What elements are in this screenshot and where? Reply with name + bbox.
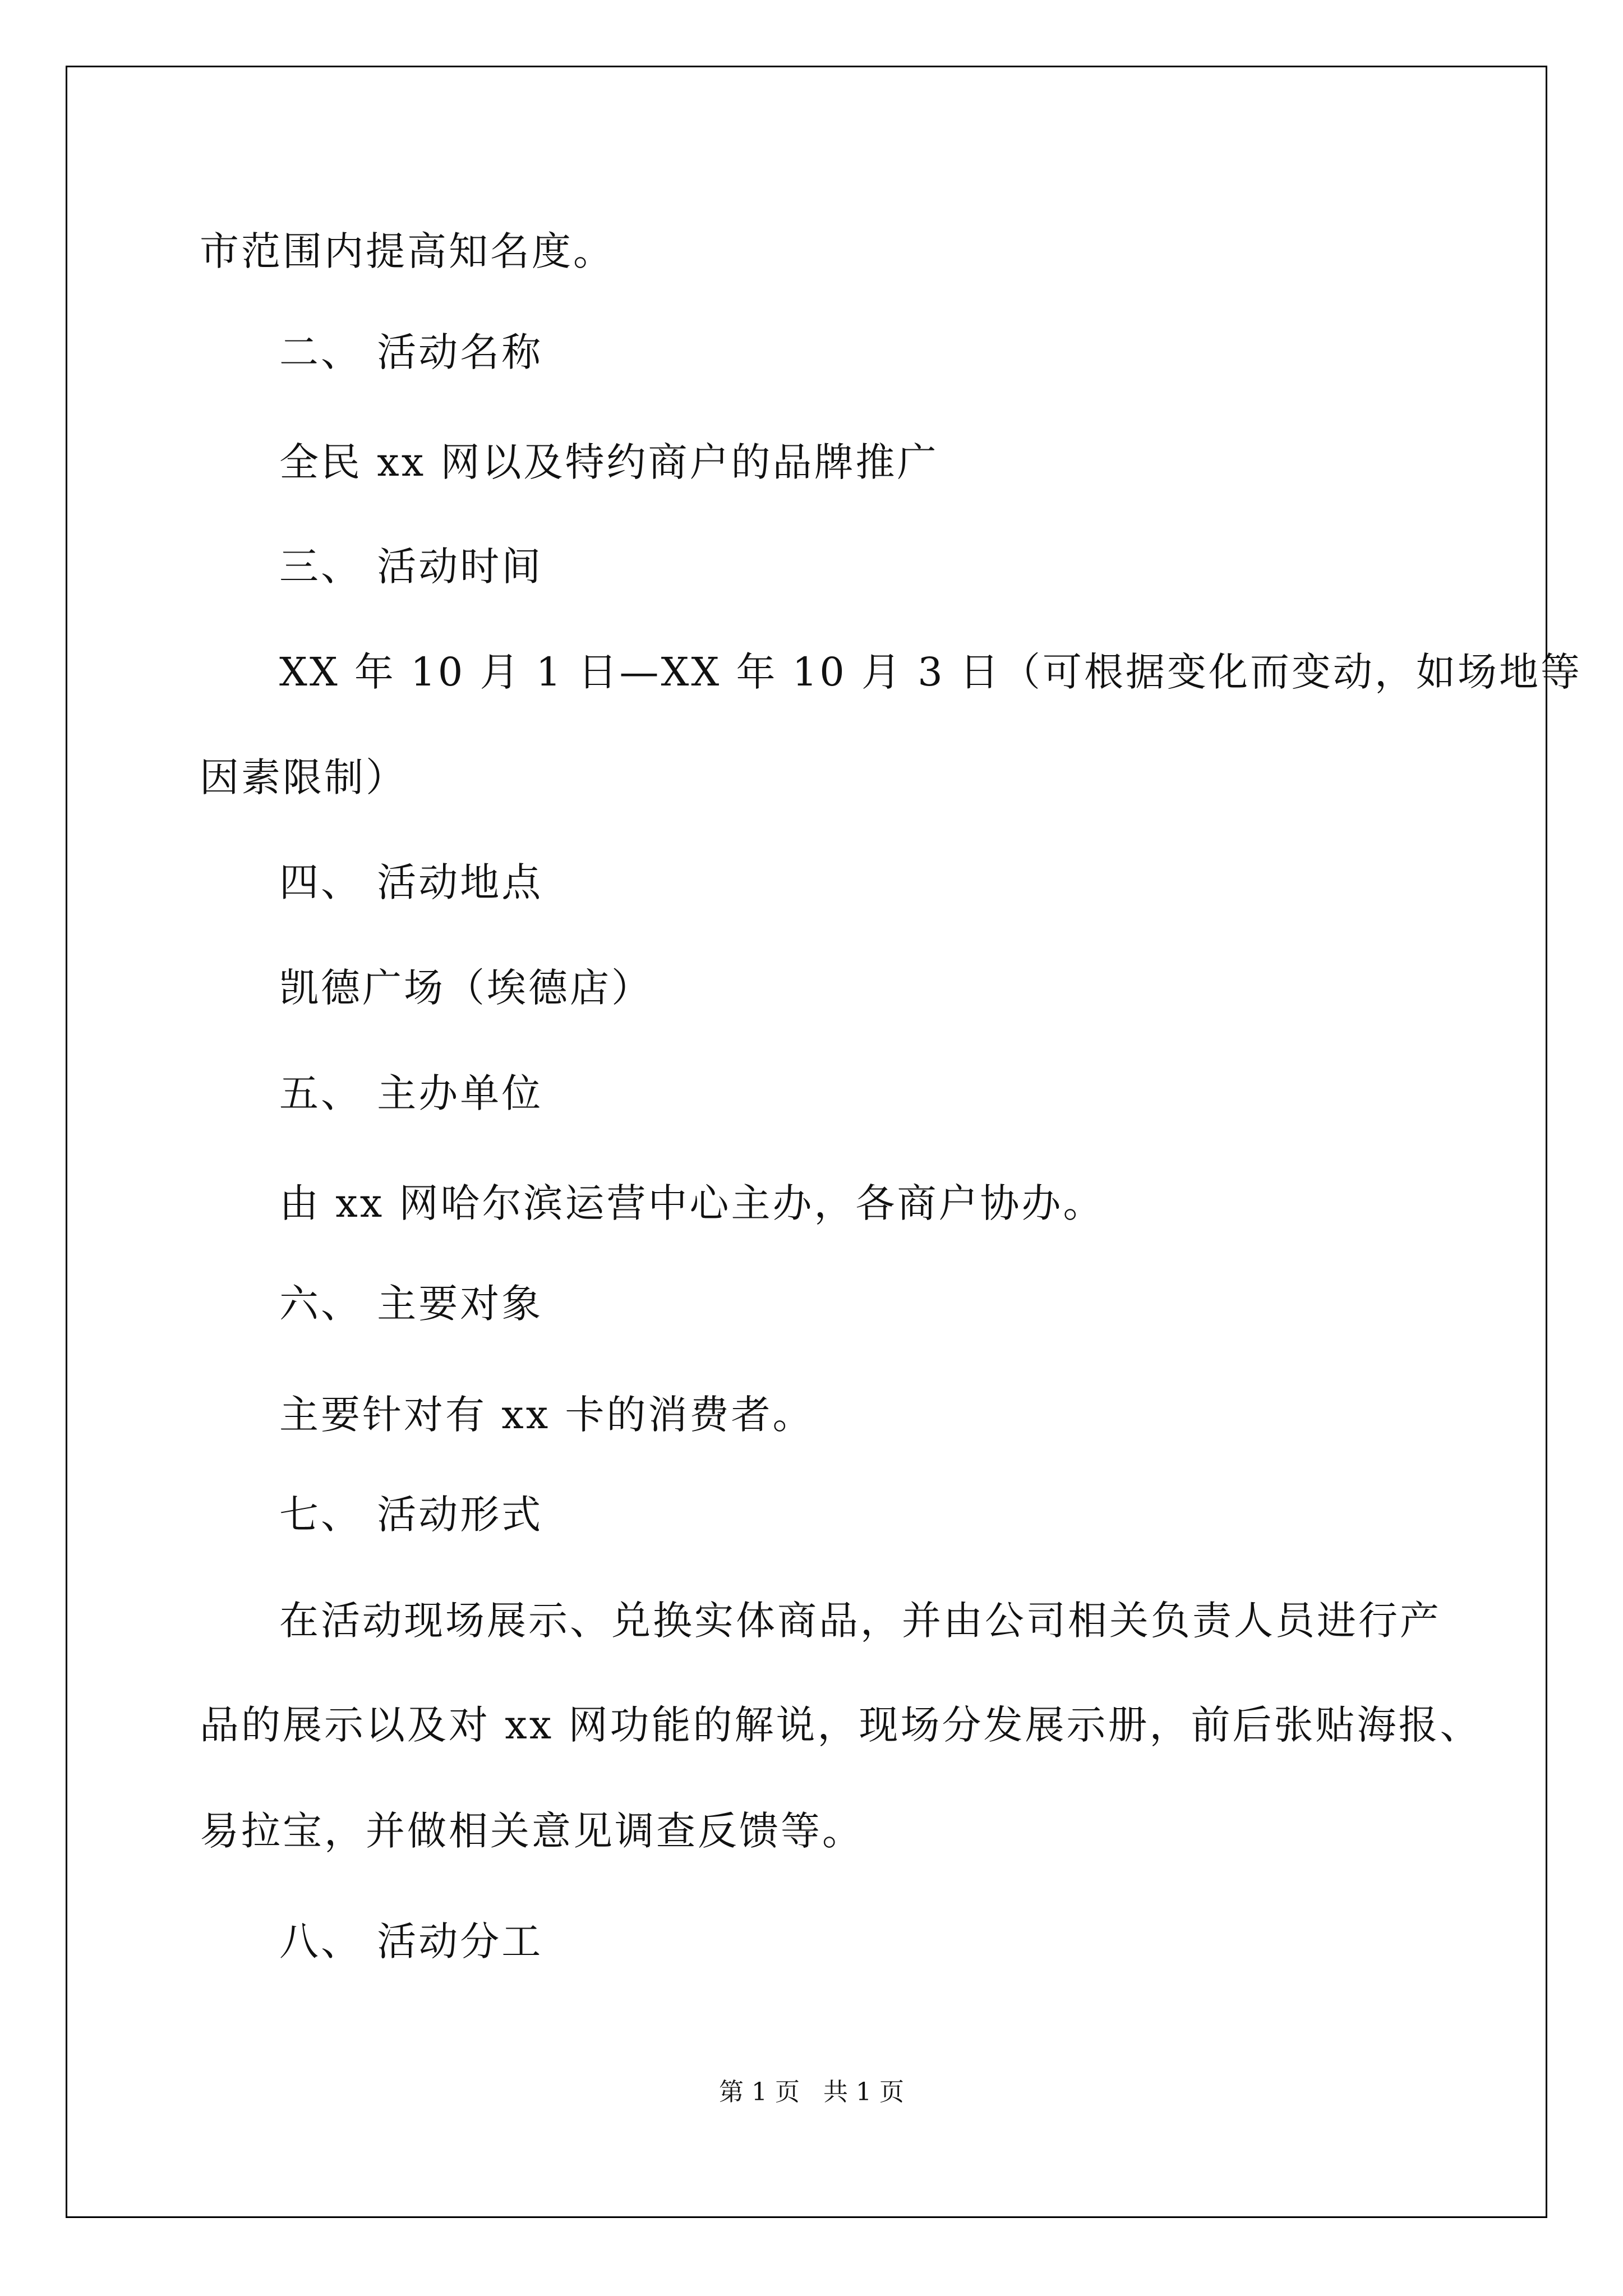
page-footer — [0, 2076, 1623, 2109]
section-heading: 五、 主办单位 — [279, 1070, 543, 1116]
text-line: 由 xx 网哈尔滨运营中心主办，各商户协办。 — [279, 1180, 1105, 1226]
text-line: 主要针对有 xx 卡的消费者。 — [279, 1392, 814, 1438]
page-border — [66, 66, 1547, 2218]
section-heading: 六、 主要对象 — [279, 1281, 543, 1327]
page-total: 共 1 页 — [823, 2078, 904, 2106]
text-line: 全民 xx 网以及特约商户的品牌推广 — [279, 439, 939, 485]
text-line: 品的展示以及对 xx 网功能的解说，现场分发展示册，前后张贴海报、 — [200, 1702, 1482, 1748]
section-heading: 三、 活动时间 — [279, 544, 543, 590]
text-line: 在活动现场展示、兑换实体商品，并由公司相关负责人员进行产 — [279, 1598, 1441, 1644]
page-number: 第 1 页 — [719, 2078, 800, 2106]
section-heading: 七、 活动形式 — [279, 1492, 543, 1538]
section-heading: 四、 活动地点 — [279, 859, 543, 905]
text-line: XX 年 10 月 1 日—XX 年 10 月 3 日（可根据变化而变动，如场地等 — [279, 649, 1583, 695]
section-heading: 八、 活动分工 — [279, 1918, 543, 1964]
text-line: 因素限制） — [200, 754, 407, 800]
section-heading: 二、 活动名称 — [279, 329, 543, 375]
text-line: 凯德广场（埃德店） — [279, 965, 653, 1011]
text-line: 易拉宝，并做相关意见调查反馈等。 — [200, 1808, 864, 1854]
text-line: 市范围内提高知名度。 — [200, 228, 615, 274]
